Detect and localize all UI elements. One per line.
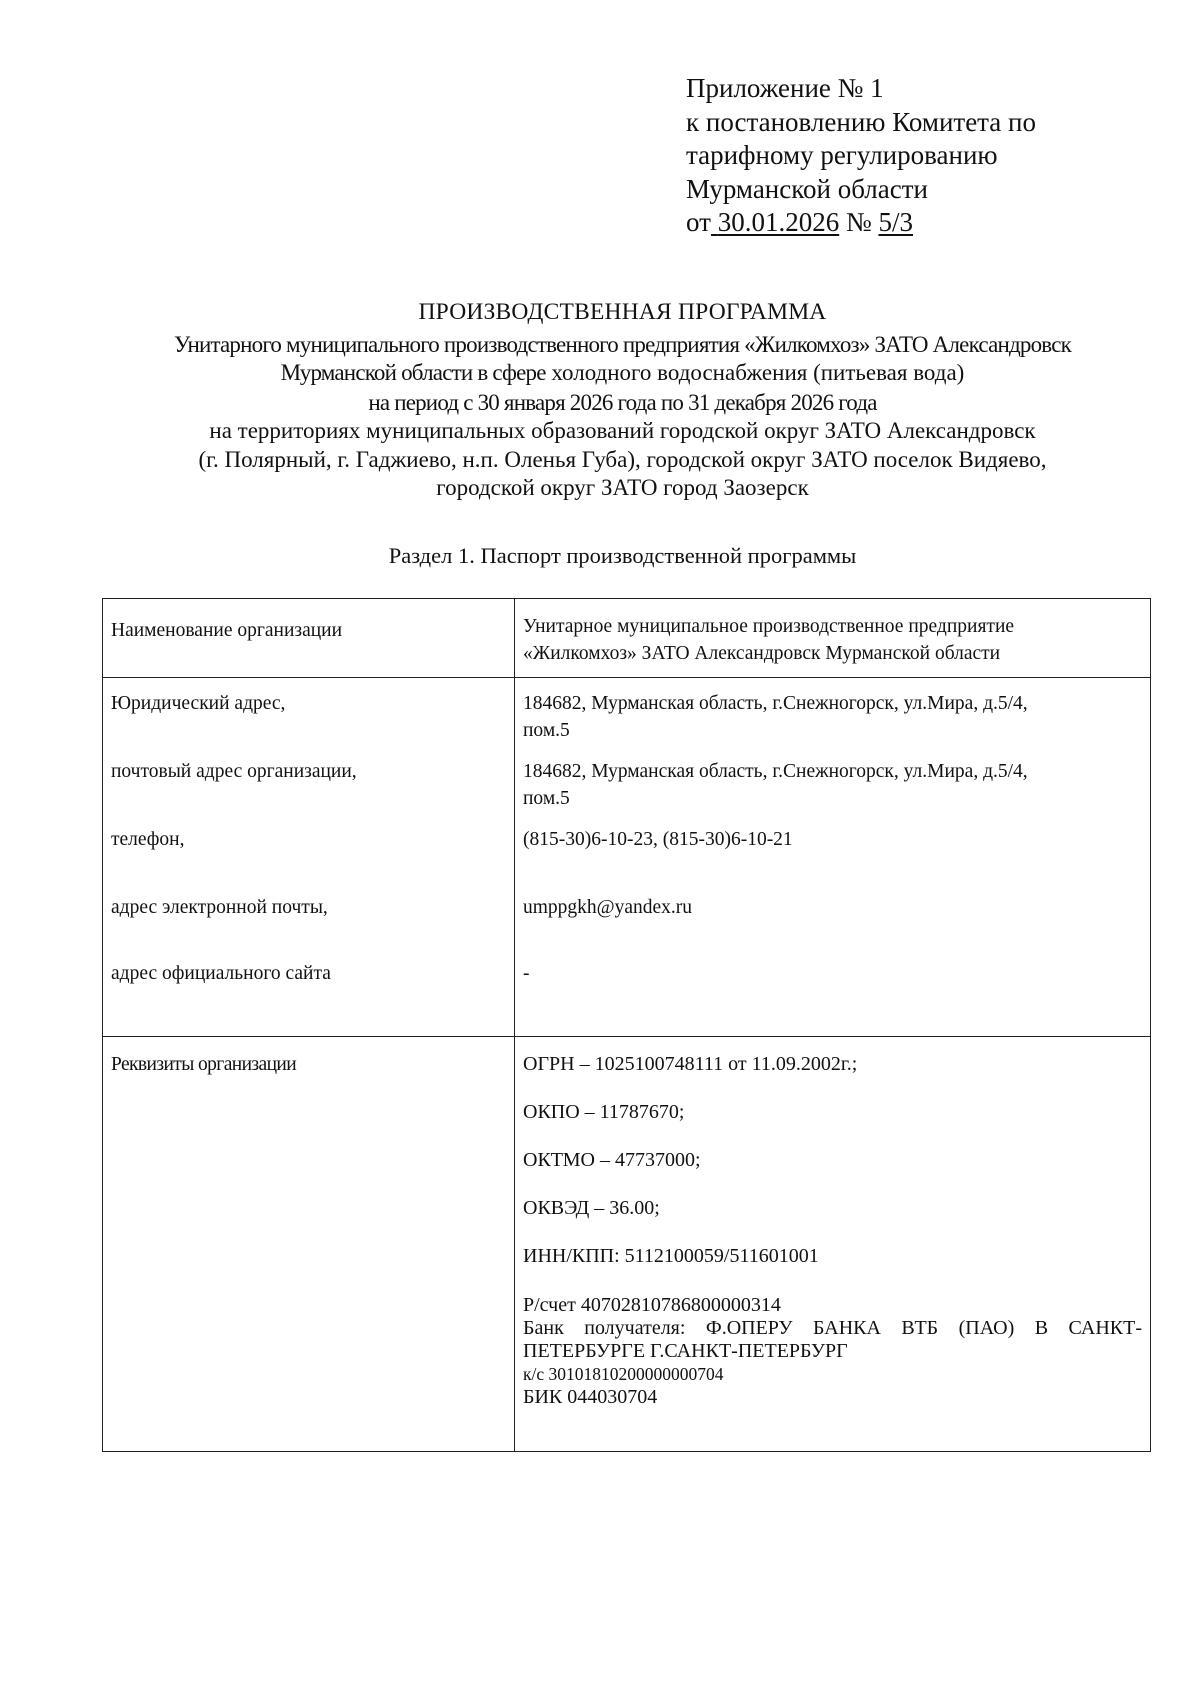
annex-date: 30.01.2026 — [717, 207, 840, 237]
organization-name-label-cell — [103, 599, 515, 678]
postal-address-label: почтовый адрес организации, — [111, 761, 357, 782]
requisites-label: Реквизиты организации — [111, 1054, 297, 1075]
section-title: Раздел 1. Паспорт производственной программы — [388, 543, 857, 568]
postal-address-value: 184682, Мурманская область, г.Снежногорск, ул.Мира, д.5/4, пом.5 — [523, 761, 1028, 809]
program-enterprise: Унитарного муниципального производственного предприятия «Жилкомхоз» ЗАТО Александровск — [173, 331, 1071, 357]
program-territory-1: на территориях муниципальных образований городской округ ЗАТО Александровск — [209, 418, 1036, 443]
okpo-value: ОКПО – 11787670; — [523, 1101, 685, 1123]
correspondent-account-value: к/с 30101810200000000704 — [523, 1364, 724, 1384]
okved-value: ОКВЭД – 36.00; — [523, 1197, 660, 1219]
table-row-contacts — [103, 678, 1151, 1037]
bik-value: БИК 044030704 — [523, 1386, 658, 1408]
annex-resolution-ref: к постановлению Комитета по — [686, 106, 1036, 137]
contacts-label-cell — [103, 678, 515, 1037]
annex-date-line — [686, 206, 1166, 240]
bank-details — [523, 1294, 1142, 1409]
program-sphere — [0, 359, 1200, 388]
annex-region: Мурманской области — [686, 173, 928, 204]
program-sphere-part1: Мурманской области в сфере — [280, 360, 546, 385]
email-label: адрес электронной почты, — [111, 897, 328, 918]
organization-name-label: Наименование организации — [111, 620, 343, 641]
program-territory-2: (г. Полярный, г. Гаджиево, н.п. Оленья Губа), городской округ ЗАТО поселок Видяево, — [198, 446, 1047, 472]
account-value: Р/счет 40702810786800000314 — [523, 1294, 781, 1316]
table-row-requisites — [103, 1037, 1151, 1452]
program-period: на период с 30 января 2026 года по 31 декабря 2026 года — [368, 389, 877, 415]
requisites-label-cell — [103, 1037, 515, 1452]
program-title: ПРОИЗВОДСТВЕННАЯ ПРОГРАММА — [418, 299, 827, 325]
annex-from-prefix: от — [686, 207, 711, 237]
organization-name-value-line2: «Жилкомхоз» ЗАТО Александровск Мурманской области — [523, 643, 1001, 664]
ogrn-value: ОГРН – 1025100748111 от 11.09.2002г.; — [523, 1053, 858, 1075]
annex-number-prefix: № — [845, 207, 872, 237]
contacts-value-cell — [515, 678, 1151, 1037]
passport-table — [102, 598, 1151, 1452]
table-row-organization-name — [103, 599, 1151, 678]
bank-name-line1: Банк получателя: Ф.ОПЕРУ БАНКА ВТБ (ПАО) В САНКТ- — [523, 1317, 1142, 1339]
annex-number: Приложение № 1 — [686, 73, 884, 103]
legal-address-value: 184682, Мурманская область, г.Снежногорск, ул.Мира, д.5/4, пом.5 — [523, 693, 1028, 741]
annex-header — [686, 72, 1166, 240]
website-label: адрес официального сайта — [111, 963, 331, 984]
phone-value: (815-30)6-10-23, (815-30)6-10-21 — [523, 829, 793, 850]
program-sphere-part2: холодного водоснабжения (питьевая вода) — [551, 360, 965, 385]
annex-resolution-number: 5/3 — [878, 207, 913, 237]
annex-committee: тарифному регулированию — [686, 140, 998, 170]
program-territory-3: городской округ ЗАТО город Заозерск — [436, 475, 809, 500]
oktmo-value: ОКТМО – 47737000; — [523, 1149, 701, 1171]
program-title-block — [0, 298, 1200, 503]
phone-label: телефон, — [111, 829, 185, 850]
legal-address-label: Юридический адрес, — [111, 693, 286, 714]
inn-kpp-value: ИНН/КПП: 5112100059/511601001 — [523, 1245, 819, 1267]
website-value: - — [523, 963, 530, 984]
requisites-value-cell — [515, 1037, 1151, 1452]
email-value: umppgkh@yandex.ru — [523, 897, 693, 918]
organization-name-value-cell — [515, 599, 1151, 678]
organization-name-value-line1: Унитарное муниципальное производственное предприятие — [523, 616, 1015, 637]
bank-name-line2: ПЕТЕРБУРГЕ Г.САНКТ-ПЕТЕРБУРГ — [523, 1340, 848, 1362]
